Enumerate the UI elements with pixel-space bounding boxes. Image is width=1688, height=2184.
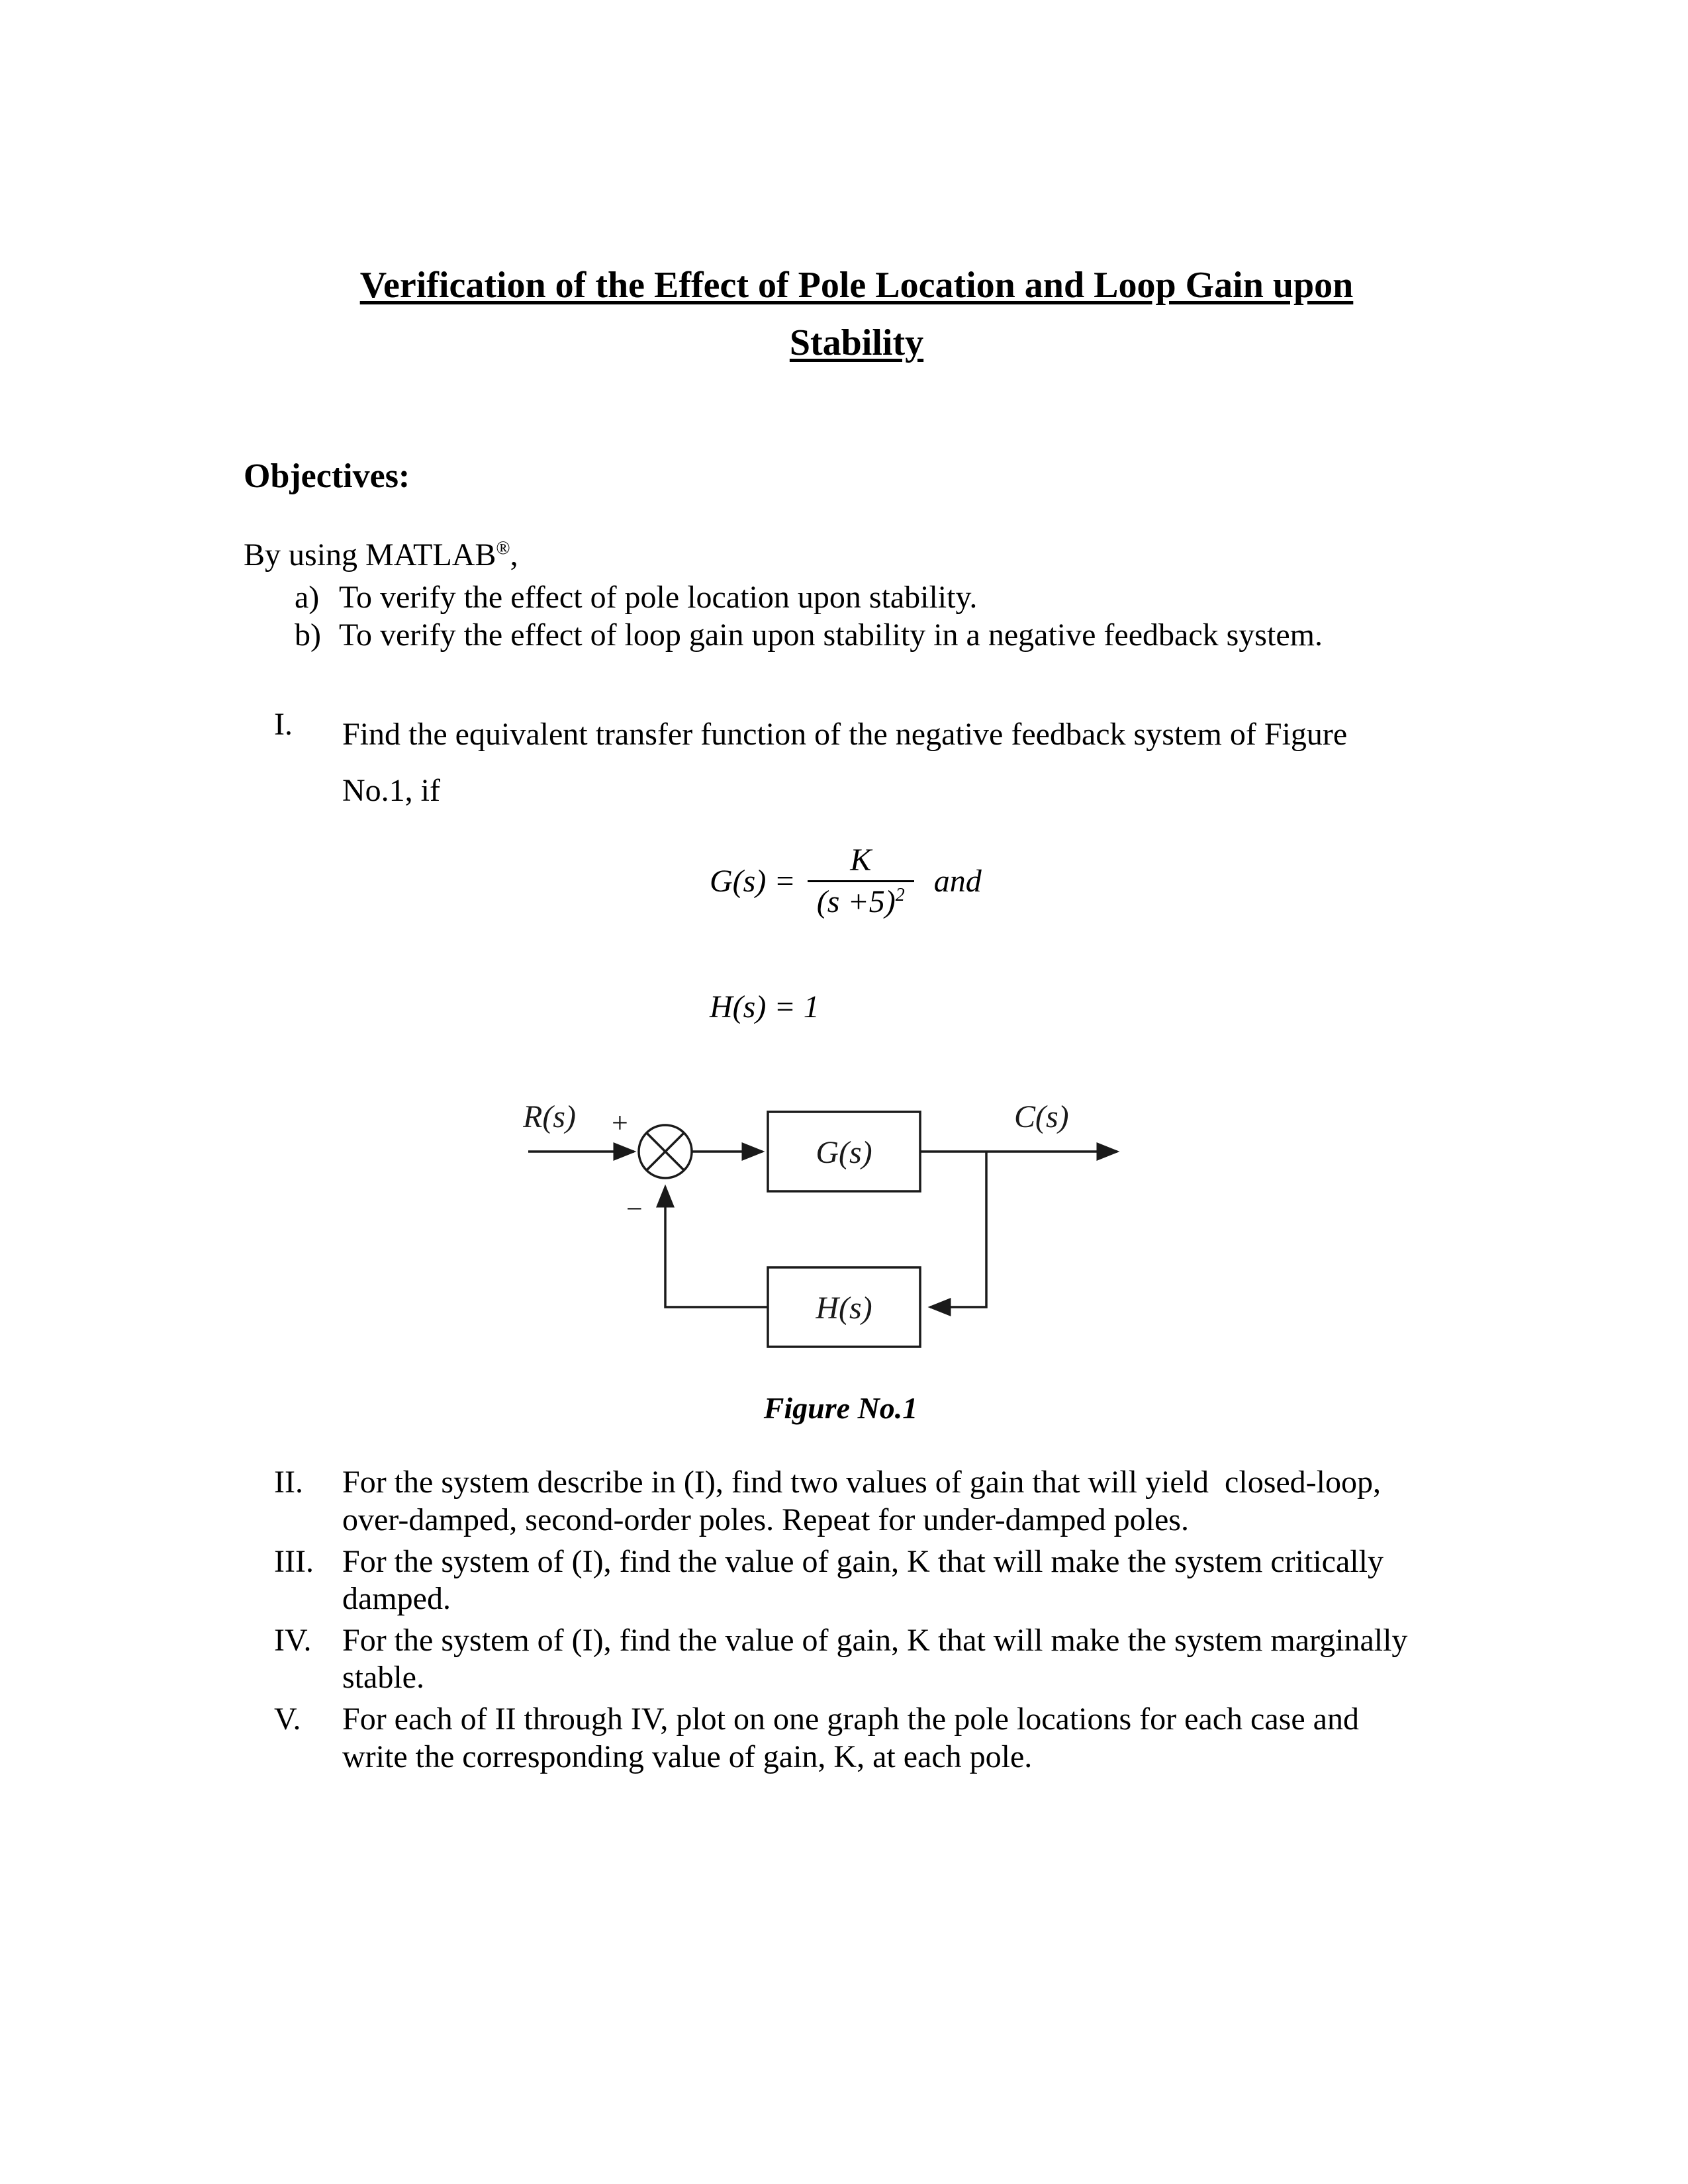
task-item-I xyxy=(244,706,1470,819)
figure-caption: Figure No.1 xyxy=(763,1391,918,1426)
task-body-IV xyxy=(342,1622,1470,1697)
intro-comma: , xyxy=(510,537,518,572)
objective-text-b: To verify the effect of loop gain upon stability in a negative feedback system. xyxy=(339,617,1323,653)
minus-sign: − xyxy=(626,1193,643,1226)
plus-sign: + xyxy=(612,1107,628,1140)
fraction-denominator xyxy=(808,880,914,920)
objective-item-b xyxy=(295,616,1470,655)
task-IV-line-2: stable. xyxy=(342,1660,424,1696)
task-list xyxy=(244,1464,1470,1776)
equation-H-text: H(s) = 1 xyxy=(710,989,820,1025)
task-marker-V: V. xyxy=(274,1702,301,1737)
denominator-exponent: 2 xyxy=(895,885,905,906)
objectives-list xyxy=(244,578,1470,655)
feedback-block-label: H(s) xyxy=(816,1291,872,1326)
task-marker-III: III. xyxy=(274,1543,314,1579)
objectives-heading: Objectives: xyxy=(244,457,410,495)
objective-text-a: To verify the effect of pole location upon stability. xyxy=(339,579,978,615)
equation-G xyxy=(710,843,1470,921)
objective-marker-a: a) xyxy=(295,579,320,615)
equation-H xyxy=(710,989,1470,1025)
task-item-IV xyxy=(244,1622,1470,1697)
task-V-line-2: write the corresponding value of gain, K, at each pole. xyxy=(342,1739,1033,1774)
task-item-II xyxy=(244,1464,1470,1539)
input-signal-label: R(s) xyxy=(523,1099,576,1135)
task-marker-I: I. xyxy=(274,706,293,742)
task-marker-IV: IV. xyxy=(274,1622,312,1658)
equation-G-trailer: and xyxy=(933,864,982,899)
objectives-intro xyxy=(244,537,1470,573)
task-II-line-2: over-damped, second-order poles. Repeat for under-damped poles. xyxy=(342,1502,1189,1537)
forward-block-label: G(s) xyxy=(816,1135,872,1171)
feedback-return-wire xyxy=(665,1187,768,1307)
figure-1 xyxy=(523,1089,1158,1426)
equation-G-lhs: G(s) = xyxy=(710,864,796,899)
task-body-III xyxy=(342,1543,1470,1618)
task-body-V xyxy=(342,1701,1470,1776)
task-III-line-2: damped. xyxy=(342,1581,451,1617)
title-line-1: Verification of the Effect of Pole Location and Loop Gain upon xyxy=(359,265,1354,306)
task-item-V xyxy=(244,1701,1470,1776)
task-II-line-1: For the system describe in (I), find two values of gain that will yield closed-loop, xyxy=(342,1465,1381,1500)
denominator-base: (s +5) xyxy=(816,884,896,920)
fraction-numerator: K xyxy=(850,842,872,878)
output-signal-label: C(s) xyxy=(1014,1099,1069,1135)
task-body-II xyxy=(342,1464,1470,1539)
title-line-2: Stability xyxy=(789,322,924,363)
task-III-line-1: For the system of (I), find the value of gain, K that will make the system critically xyxy=(342,1543,1383,1579)
document-title xyxy=(244,257,1470,372)
objective-marker-b: b) xyxy=(295,617,321,653)
task-I-line-1: Find the equivalent transfer function of the negative feedback system of Figure xyxy=(342,716,1348,752)
task-body-I xyxy=(342,706,1470,819)
registered-trademark-symbol: ® xyxy=(496,537,510,559)
feedback-block-diagram xyxy=(523,1089,1158,1353)
feedback-branch-wire xyxy=(930,1152,986,1307)
task-marker-II: II. xyxy=(274,1465,303,1500)
equation-G-fraction xyxy=(808,843,914,921)
task-IV-line-1: For the system of (I), find the value of gain, K that will make the system marginally xyxy=(342,1622,1408,1658)
intro-text: By using MATLAB xyxy=(244,537,496,572)
task-item-III xyxy=(244,1543,1470,1618)
objective-item-a xyxy=(295,578,1470,617)
task-I-line-2: No.1, if xyxy=(342,773,440,809)
task-V-line-1: For each of II through IV, plot on one graph the pole locations for each case and xyxy=(342,1702,1359,1737)
